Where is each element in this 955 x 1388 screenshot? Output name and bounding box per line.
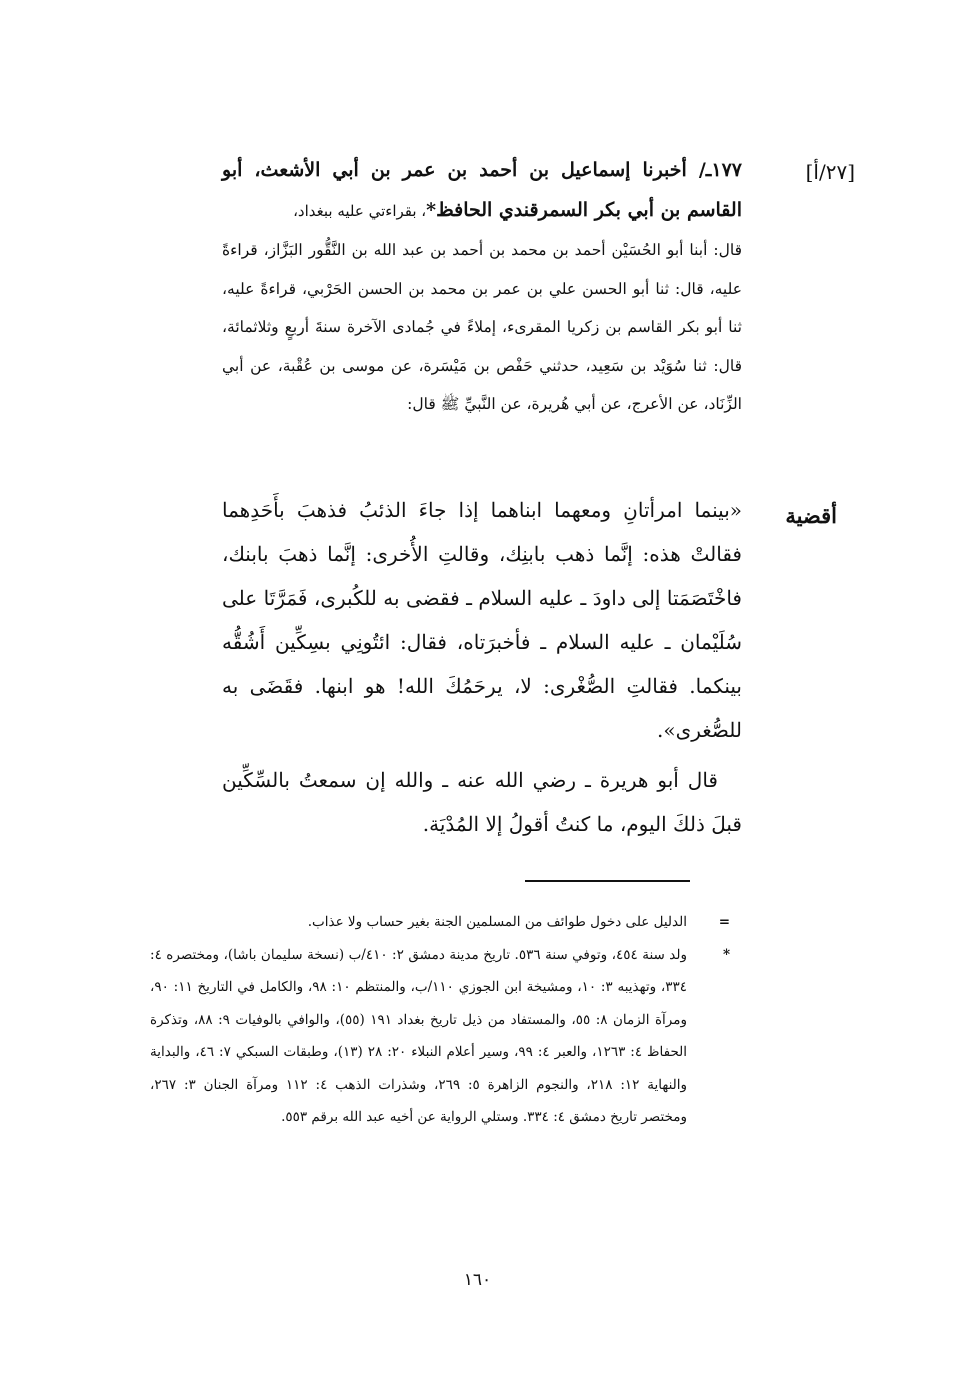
narrator-name: أخبرنا إسماعيل بن أحمد بن عمر بن أبي الأشعث، أبو القاسم بن أبي بكر السمرقندي الحافظ* [222, 159, 742, 221]
hadith-paragraph-2: قال أبو هريرة ـ رضي الله عنه ـ والله إن سمعتُ بالسِّكِّين قبلَ ذلكَ اليوم، ما كنتُ أقولُ إلا المُدْيَة. [222, 768, 742, 836]
topic-label: أقضية [785, 503, 837, 528]
folio-reference: [٢٧/أ] [805, 160, 855, 184]
heading-rest: ، بقراءتي عليه ببغداد، [293, 202, 427, 220]
footnote-biography [150, 939, 742, 1134]
footnote-text: الدليل على دخول طوائف من المسلمين الجنة بغير حساب ولا عذاب. [307, 914, 687, 930]
footnote-divider [525, 880, 690, 882]
page-number: ١٦٠ [463, 1270, 492, 1290]
footnote-mark: * [722, 946, 730, 963]
hadith-text [222, 488, 742, 846]
footnotes [150, 906, 742, 1134]
hadith-entry [222, 150, 742, 424]
isnad-chain: قال: أبنا أبو الحُسَيْن أحمد بن محمد بن أحمد بن عبد الله بن النَّقُّور البَزَّاز، قراءةً عليه، قال: ثنا أبو الحسن علي بن عمر بن محمد بن الحسن الحَرْبي، قراءةً عليه، ثنا أبو بكر القاسم بن زكريا المقرىء، إملاءً في جُمادى الآخرة سنةَ أربعٍ وثلاثمائة، قال: ثنا سُوَيْد بن سَعِيد، حدثني حَفْص بن مَيْسَرة، عن موسى بن عُقْبة، عن أبي الزِّنَاد، عن الأعرج، عن أبي هُريرة، عن النَّبيِّ ﷺ قال: [222, 241, 742, 413]
footnote-mark: = [718, 914, 730, 930]
entry-heading [222, 150, 742, 231]
hadith-paragraph-1: «بينما امرأتانِ ومعهما ابناهما إذا جاءَ الذئبُ فذهبَ بأَحَدِهما فقالتْ هذه: إنَّما ذهب بابنِك، وقالتِ الأُخرى: إنَّما ذهبَ بابنك، فاخْتَصَمَتا إلى داودَ ـ عليه السلام ـ فقضى به للكُبرى، فَمَرَّتَا على سُلَيْمان ـ عليه السلام ـ فأخبرَتاه، فقال: ائتُونِي بسِكِّين أَشُقُّه بينكما. فقالتِ الصُّغْرى: لا، يرحَمُكَ الله! هو ابنها. فقَضَى به للصُّغرى». [222, 498, 742, 742]
entry-number: ١٧٧ـ/ [698, 159, 742, 181]
footnote-continuation [150, 906, 742, 939]
footnote-text: ولد سنة ٤٥٤، وتوفي سنة ٥٣٦. تاريخ مدينة دمشق ٢: ٤١٠/ب (نسخة سليمان باشا)، ومختصره ٤: ٣٣٤، وتهذيبه ٣: ١٠، ومشيخة ابن الجوزي ١١٠/ب، والمنتظم ١٠: ٩٨، والكامل في التاريخ ١١: ٩٠، ومرآة الزمان ٨: ٥٥، والمستفاد من ذيل تاريخ بغداد ١٩١ (٥٥)، والوافي بالوفيات ٩: ٨٨، وتذكرة الحفاظ ٤: ١٢٦٣، والعبر ٤: ٩٩، وسير أعلام النبلاء ٢٠: ٢٨ (١٣)، وطبقات السبكي ٧: ٤٦، والبداية والنهاية ١٢: ٢١٨، والنجوم الزاهرة ٥: ٢٦٩، وشذرات الذهب ٤: ١١٢ ومرآة الجنان ٣: ٢٦٧، ومختصر تاريخ دمشق ٤: ٣٣٤. وستلي الرواية عن أخيه عبد الله برقم ٥٥٣. [150, 946, 688, 1125]
